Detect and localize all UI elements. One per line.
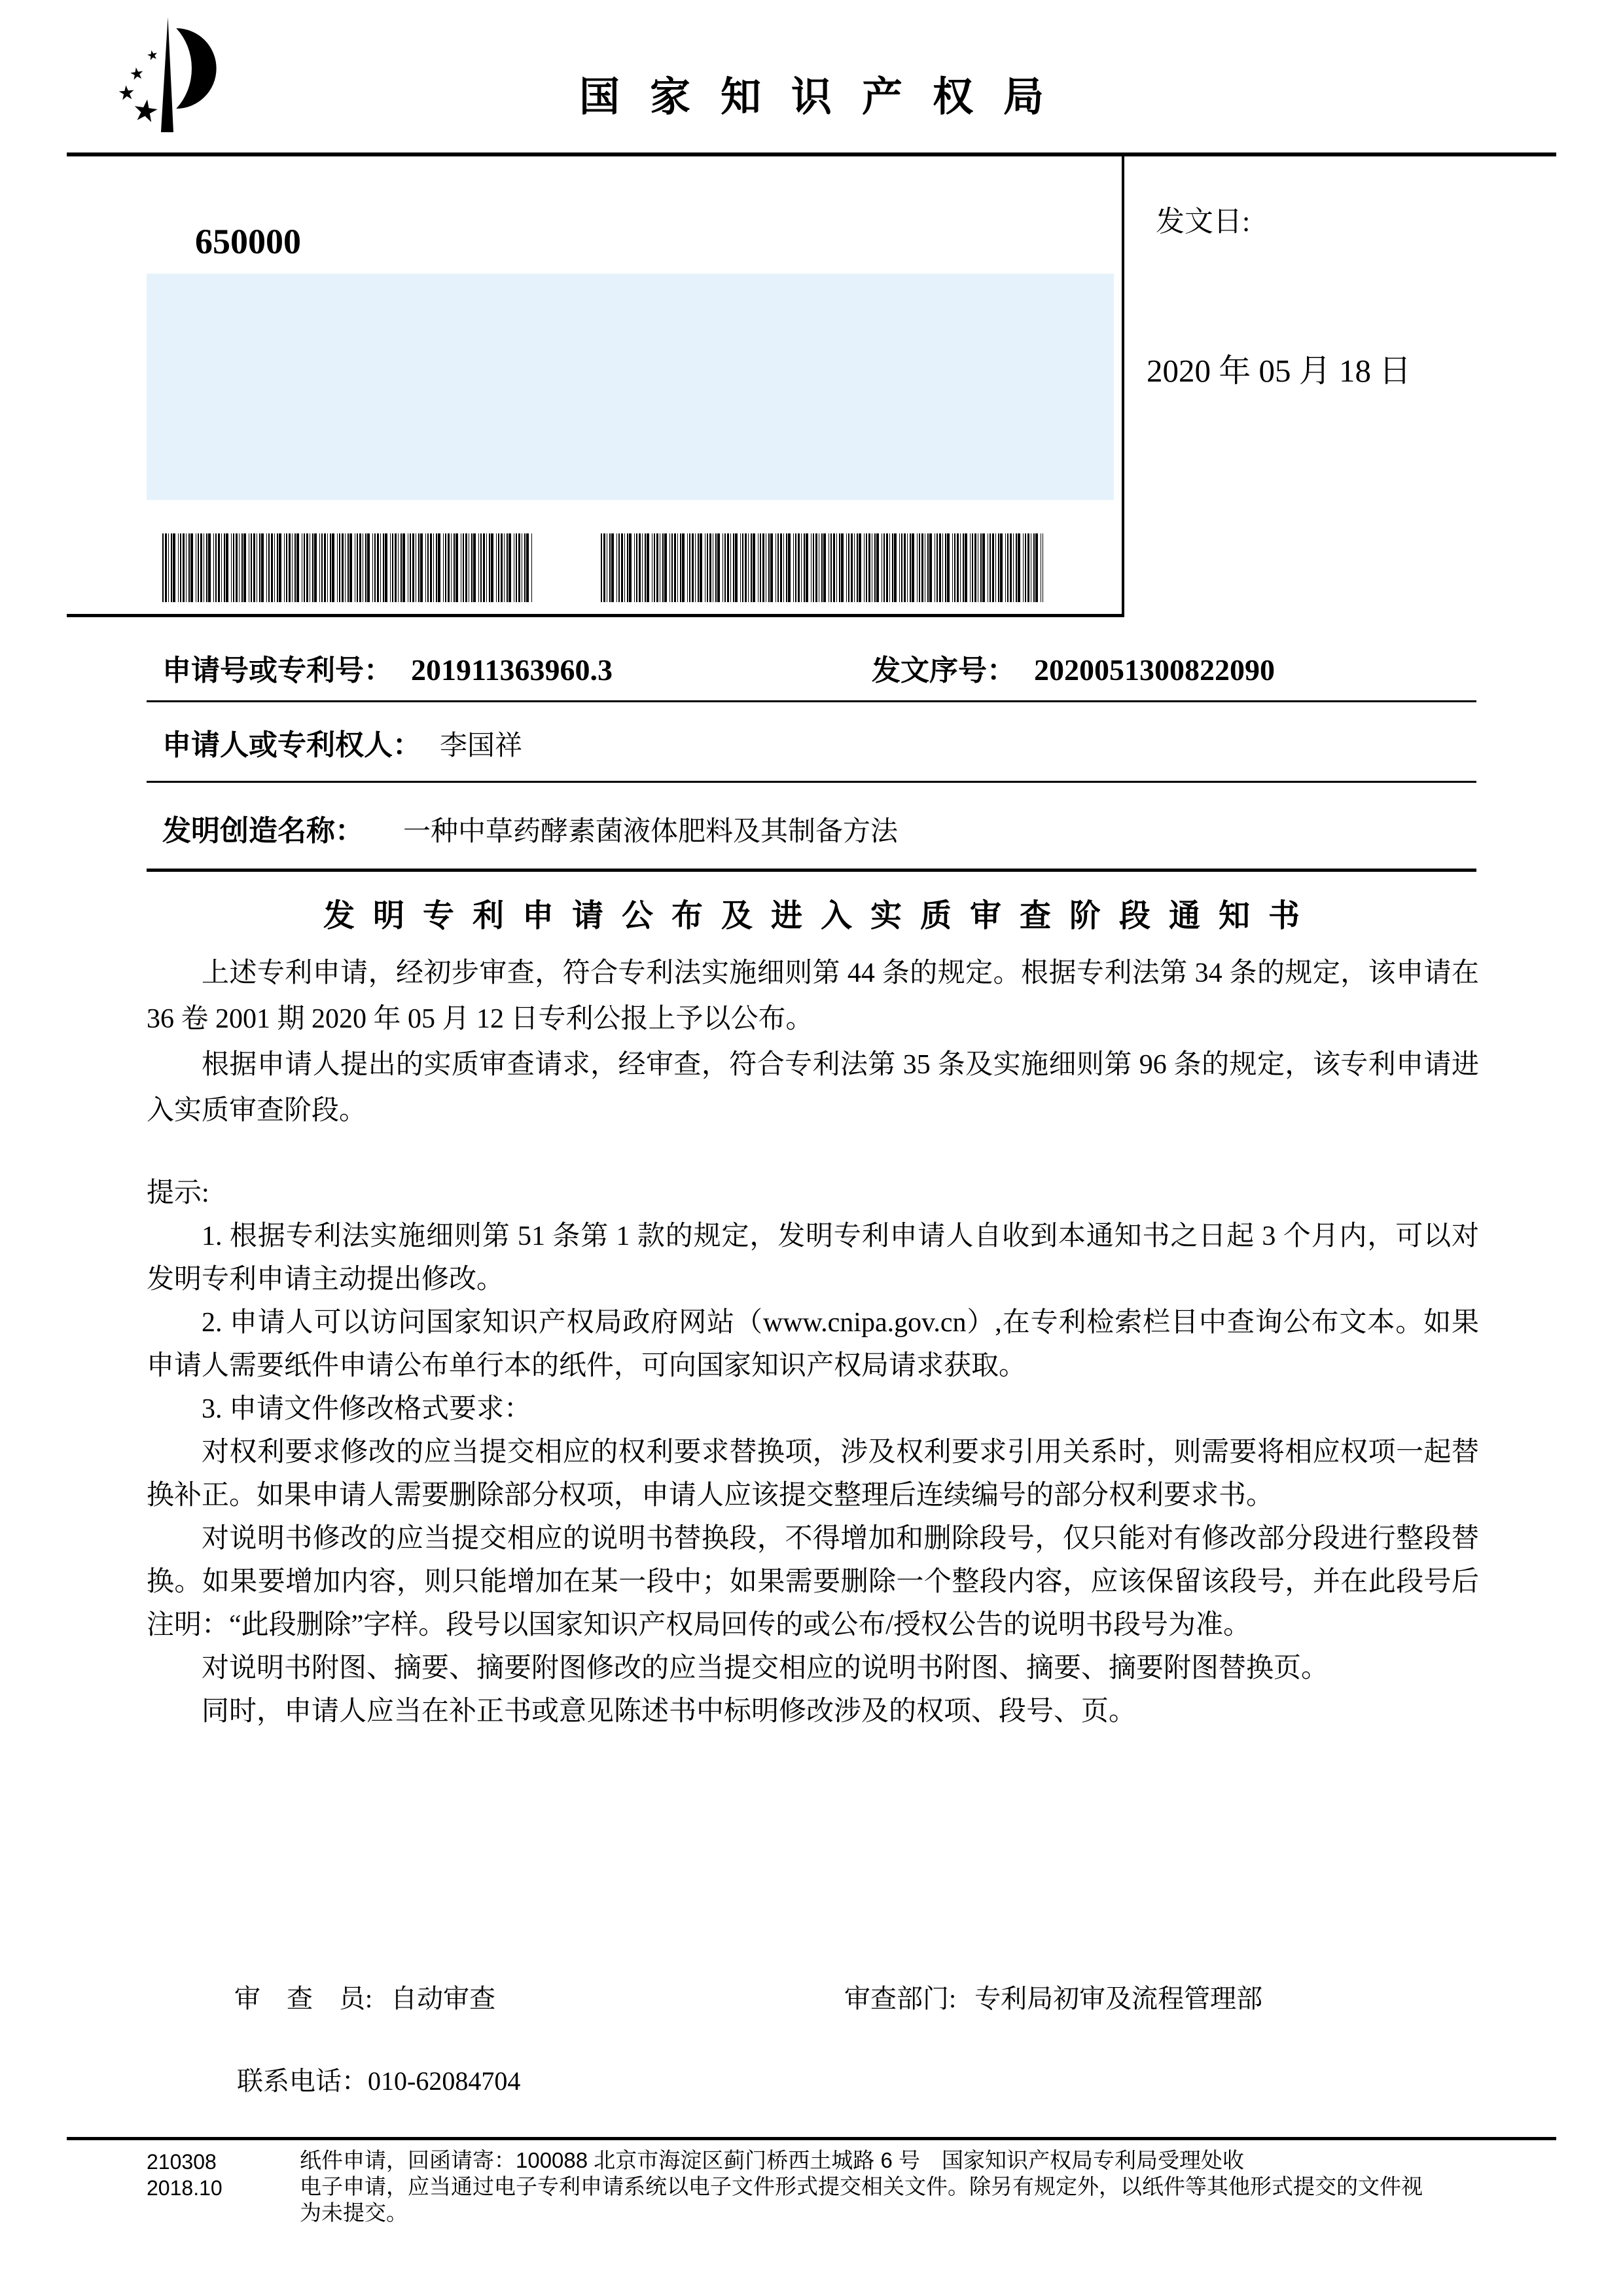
examiner-label: 审 查 员:	[234, 1984, 373, 2013]
star-icon: ★	[116, 81, 137, 106]
department-value: 专利局初审及流程管理部	[974, 1984, 1263, 2013]
serial-number-row	[872, 647, 1275, 689]
serial-number-value: 2020051300822090	[1034, 653, 1275, 687]
footer-form-codes	[147, 2149, 223, 2201]
contact-phone-label: 联系电话：	[237, 2066, 368, 2096]
invention-name-value: 一种中草药酵素菌液体肥料及其制备方法	[403, 817, 899, 847]
tips-item: 对说明书附图、摘要、摘要附图修改的应当提交相应的说明书附图、摘要、摘要附图替换页。	[202, 1653, 1329, 1683]
notice-paragraph: 上述专利申请，经初步审查，符合专利法实施细则第 44 条的规定。根据专利法第 34 条的规定，该申请在 36 卷 2001 期 2020 年 05 月 12 日专利公报上予以公布。	[147, 958, 1479, 1034]
tips-item: 2. 申请人可以访问国家知识产权局政府网站（www.cnipa.gov.cn）,在专利检索栏目中查询公布文本。如果申请人需要纸件申请公布单行本的纸件，可向国家知识产权局请求获取。	[147, 1308, 1479, 1381]
star-icon: ★	[130, 91, 162, 130]
footer-instructions	[300, 2147, 1429, 2226]
star-icon: ★	[128, 63, 146, 84]
vertical-divider	[1122, 156, 1124, 616]
applicant-row	[162, 721, 522, 763]
footer-line-electronic: 电子申请，应当通过电子专利申请系统以电子文件形式提交相关文件。除另有规定外，以纸件等其他形式提交的文件视为未提交。	[300, 2174, 1423, 2225]
serial-number-label: 发文序号：	[872, 655, 1016, 687]
footer-divider	[67, 2137, 1556, 2140]
postal-code: 650000	[195, 222, 301, 261]
address-box	[147, 274, 1114, 500]
star-icon: ★	[145, 46, 160, 64]
tips-item: 3. 申请文件修改格式要求：	[202, 1394, 532, 1424]
contact-phone-row	[237, 2060, 520, 2098]
applicant-label: 申请人或专利权人：	[162, 729, 421, 761]
notice-title: 发明专利申请公布及进入实质审查阶段通知书	[323, 899, 1318, 933]
application-number-row	[162, 647, 613, 689]
application-number-label: 申请号或专利号：	[162, 655, 393, 687]
footer-line-paper: 纸件申请，回函请寄：100088 北京市海淀区蓟门桥西土城路 6 号 国家知识产权局专利局受理处收	[300, 2148, 1244, 2172]
invention-name-row	[162, 807, 898, 849]
tips-section	[147, 1172, 1479, 1733]
header-divider	[67, 152, 1556, 156]
tips-item: 同时，申请人应当在补正书或意见陈述书中标明修改涉及的权项、段号、页。	[202, 1696, 1137, 1727]
row-divider	[147, 781, 1476, 783]
title-divider	[147, 869, 1476, 872]
notice-paragraph: 根据申请人提出的实质审查请求，经审查，符合专利法第 35 条及实施细则第 96 条的规定，该专利申请进入实质审查阶段。	[147, 1050, 1479, 1126]
application-number-value: 201911363960.3	[411, 653, 613, 687]
barcode-serial	[601, 533, 1043, 602]
footer-form-code: 210308	[147, 2150, 217, 2174]
dispatch-date-value: 2020 年 05 月 18 日	[1147, 353, 1412, 389]
tips-item: 对说明书修改的应当提交相应的说明书替换段，不得增加和删除段号，仅只能对有修改部分段进行整段替换。如果要增加内容，则只能增加在某一段中；如果需要删除一个整段内容，应该保留该段号，并在此段号后注明：“此段删除”字样。段号以国家知识产权局回传的或公布/授权公告的说明书段号为准。	[147, 1524, 1479, 1640]
footer-form-date: 2018.10	[147, 2176, 223, 2200]
contact-phone-value: 010-62084704	[368, 2066, 521, 2096]
agency-title: 国家知识产权局	[579, 75, 1074, 120]
tips-item: 对权利要求修改的应当提交相应的权利要求替换项，涉及权利要求引用关系时，则需要将相应权项一起替换补正。如果申请人需要删除部分权项，申请人应该提交整理后连续编号的部分权利要求书。	[147, 1437, 1479, 1511]
notice-body	[147, 950, 1479, 1134]
tips-item: 1. 根据专利法实施细则第 51 条第 1 款的规定，发明专利申请人自收到本通知书之日起 3 个月内，可以对发明专利申请主动提出修改。	[147, 1221, 1479, 1295]
department-row	[844, 1978, 1262, 2015]
dispatch-date-label: 发文日:	[1156, 206, 1251, 238]
section-divider	[67, 614, 1124, 617]
department-label: 审查部门:	[844, 1984, 957, 2013]
applicant-value: 李国祥	[440, 731, 523, 761]
tips-label: 提示:	[147, 1178, 209, 1208]
row-divider	[147, 700, 1476, 702]
examiner-value: 自动审查	[391, 1984, 496, 2013]
examiner-row	[234, 1978, 495, 2015]
barcode-application	[162, 533, 532, 602]
invention-name-label: 发明创造名称：	[162, 815, 364, 847]
